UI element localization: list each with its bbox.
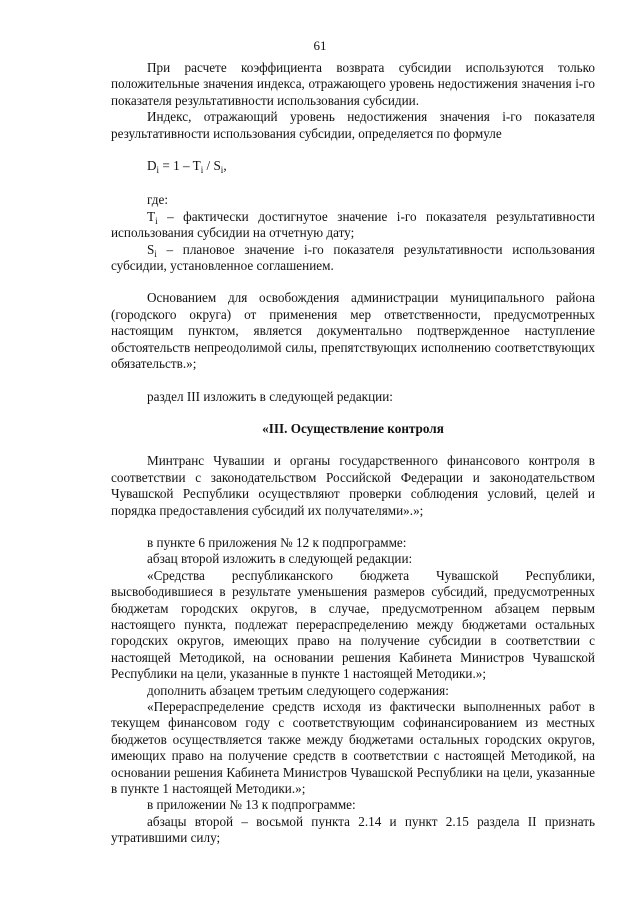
- paragraph-point6: в пункте 6 приложения № 12 к подпрограмме:: [147, 534, 407, 550]
- document-body: [111, 60, 595, 847]
- formula-slash: / S: [203, 158, 221, 174]
- si-symbol: S: [147, 241, 155, 257]
- ti-symbol: T: [147, 208, 156, 224]
- definition-si: [111, 242, 595, 275]
- paragraph-redistribution: «Перераспределение средств исходя из фактически выполненных работ в текущем финансовом году с соответствующим софинансированием из местных бюджетов осуществляется также между бюджетами остальных городских округов, имеющих право на получение средств в соответствии с настоящей Методикой, на основании решения Кабинета Министров Чувашской Республики на цели, указанные в пункте 1 настоящей Методики.»;: [111, 699, 595, 797]
- paragraph-coefficient: При расчете коэффициента возврата субсидии используются только положительные значения индекса, отражающего уровень недостижения значения i-го показателя результативности использования субсидии.: [111, 60, 595, 108]
- paragraph-add3: дополнить абзацем третьим следующего содержания:: [147, 682, 449, 698]
- paragraph-basis: Основанием для освобождения администрации муниципального района (городского округа) от применения мер ответственности, предусмотренных настоящим пунктом, является документально подтвержденное наступление обстоятельств непреодолимой силы, препятствующих исполнению соответствующих обязательств.»;: [111, 290, 595, 372]
- paragraph-section-instruction: раздел III изложить в следующей редакции:: [147, 388, 393, 404]
- section-title: «III. Осуществление контроля: [262, 420, 444, 436]
- formula-rhs-sub: i: [220, 165, 224, 176]
- where-label: где:: [147, 192, 168, 208]
- paragraph-lost-force: абзацы второй – восьмой пункта 2.14 и пункт 2.15 раздела II признать утратившими силу;: [111, 813, 595, 846]
- page-number: 61: [313, 38, 327, 53]
- spacer: [111, 437, 595, 453]
- formula-mid-sub: i: [200, 165, 204, 176]
- formula-mid: = 1 – T: [159, 158, 201, 174]
- formula-end: ,: [223, 158, 227, 174]
- spacer: [111, 274, 595, 290]
- definition-ti: [111, 209, 595, 242]
- paragraph-app13: в приложении № 13 к подпрограмме:: [147, 797, 356, 813]
- spacer: [111, 373, 595, 389]
- formula-lhs: D: [147, 158, 157, 174]
- ti-sub: i: [155, 215, 158, 226]
- paragraph-index: Индекс, отражающий уровень недостижения значения i-го показателя результативности использования субсидии, определяется по формуле: [111, 109, 595, 141]
- spacer: [111, 405, 595, 421]
- paragraph-funds: «Средства республиканского бюджета Чувашской Республики, высвободившиеся в результате уменьшения размеров субсидий, предусмотренных бюджетам городских округов, в случае, предусмотренном абзацем первым настоящего пункта, подлежат перераспределению между бюджетами остальных городских округов, имеющих право на получение субсидии в соответствии с настоящей Методикой, на основании решения Кабинета Министров Чувашской Республики на цели, указанные в пункте 1 настоящей Методики.»;: [111, 567, 595, 682]
- paragraph-abz2: абзац второй изложить в следующей редакции:: [147, 551, 413, 567]
- si-sub: i: [154, 248, 157, 259]
- formula-lhs-sub: i: [156, 165, 160, 176]
- si-text: – плановое значение i-го показателя результативности использования субсидии, установленное соглашением.: [111, 241, 595, 274]
- paragraph-control: Минтранс Чувашии и органы государственного финансового контроля в соответствии с законодательством Российской Федерации и законодательством Чувашской Республики осуществляют проверки соблюдения условий, целей и порядка предоставления субсидий их получателями».»;: [111, 453, 595, 518]
- ti-text: – фактически достигнутое значение i-го показателя результативности использования субсидии на отчетную дату;: [111, 208, 595, 241]
- formula: [111, 158, 595, 174]
- spacer: [111, 519, 595, 535]
